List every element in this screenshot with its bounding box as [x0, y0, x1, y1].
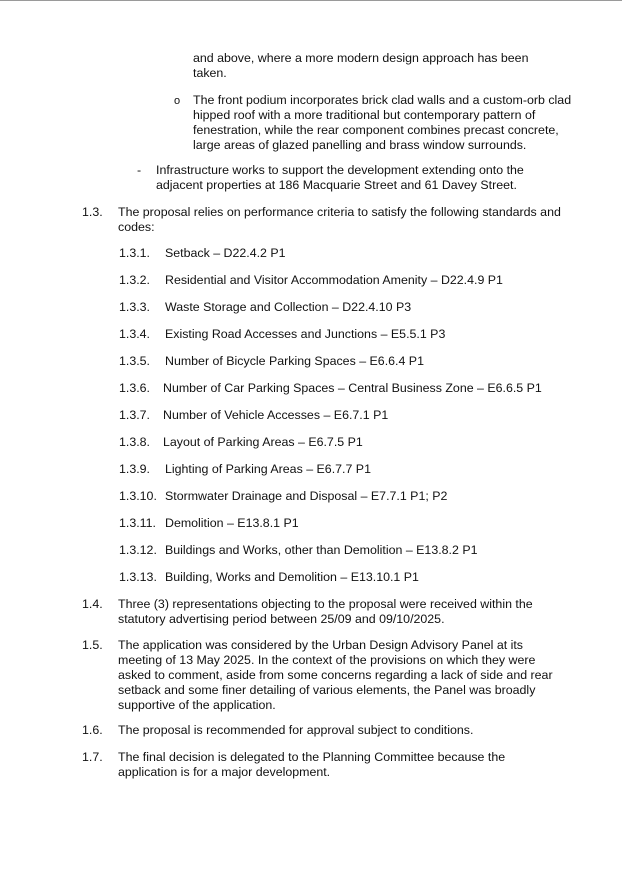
standard-text: Number of Car Parking Spaces – Central Business Zone – E6.6.5 P1	[163, 381, 542, 395]
standard-text: Residential and Visitor Accommodation Amenity – D22.4.9 P1	[165, 273, 503, 287]
standard-number: 1.3.2.	[119, 273, 151, 287]
standard-number: 1.3.13.	[119, 570, 157, 584]
standard-number: 1.3.1.	[119, 246, 151, 260]
standard-number: 1.3.5.	[119, 354, 151, 368]
standard-number: 1.3.10.	[119, 489, 157, 503]
dash-marker: -	[137, 163, 142, 177]
standard-text: Number of Vehicle Accesses – E6.7.1 P1	[163, 408, 389, 422]
standard-number: 1.3.12.	[119, 543, 157, 557]
standard-number: 1.3.6.	[119, 381, 151, 395]
page-top-border	[0, 0, 622, 1]
section-number: 1.5.	[82, 638, 103, 652]
standard-number: 1.3.11.	[119, 516, 156, 530]
standard-text: Stormwater Drainage and Disposal – E7.7.1 P1; P2	[165, 489, 448, 503]
standard-text: Existing Road Accesses and Junctions – E5.5.1 P3	[165, 327, 446, 341]
standard-text: Buildings and Works, other than Demolition – E13.8.2 P1	[165, 543, 478, 557]
continuation-text: and above, where a more modern design approach has been taken.	[193, 51, 529, 80]
standard-number: 1.3.4.	[119, 327, 151, 341]
standard-number: 1.3.9.	[119, 462, 151, 476]
section-text: Three (3) representations objecting to the proposal were received within the statutory advertising period between 25/09 and 09/10/2025.	[118, 597, 533, 626]
section-text: The final decision is delegated to the Planning Committee because the application is for a major development.	[118, 750, 506, 779]
standard-text: Waste Storage and Collection – D22.4.10 P3	[165, 300, 412, 314]
section-text: The application was considered by the Urban Design Advisory Panel at its meeting of 13 May 2025. In the context of the provisions on which they were asked to comment, aside from some concerns regarding a lack of side and rear setback and some finer detailing of various elements, the Panel was broadly supportive of the application.	[118, 638, 553, 712]
standard-text: Setback – D22.4.2 P1	[165, 246, 286, 260]
section-number: 1.6.	[82, 723, 103, 737]
section-number: 1.3.	[82, 205, 103, 219]
bullet-text: The front podium incorporates brick clad walls and a custom-orb clad hipped roof with a more traditional but contemporary pattern of fenestration, while the rear component combines precast concrete, large areas of glazed panelling and brass window surrounds.	[193, 93, 572, 152]
standard-number: 1.3.7.	[119, 408, 151, 422]
section-text: The proposal is recommended for approval subject to conditions.	[118, 723, 474, 737]
standard-text: Lighting of Parking Areas – E6.7.7 P1	[165, 462, 371, 476]
standard-number: 1.3.3.	[119, 300, 151, 314]
section-text: The proposal relies on performance criteria to satisfy the following standards and codes:	[118, 205, 561, 234]
standard-text: Demolition – E13.8.1 P1	[165, 516, 299, 530]
section-number: 1.4.	[82, 597, 103, 611]
standard-text: Number of Bicycle Parking Spaces – E6.6.4 P1	[165, 354, 424, 368]
standard-number: 1.3.8.	[119, 435, 151, 449]
bullet-marker: o	[174, 95, 181, 107]
section-number: 1.7.	[82, 750, 103, 764]
dash-item-text: Infrastructure works to support the development extending onto the adjacent properties at 186 Macquarie Street and 61 Davey Street.	[156, 163, 524, 192]
standard-text: Layout of Parking Areas – E6.7.5 P1	[163, 435, 363, 449]
standard-text: Building, Works and Demolition – E13.10.1 P1	[165, 570, 419, 584]
